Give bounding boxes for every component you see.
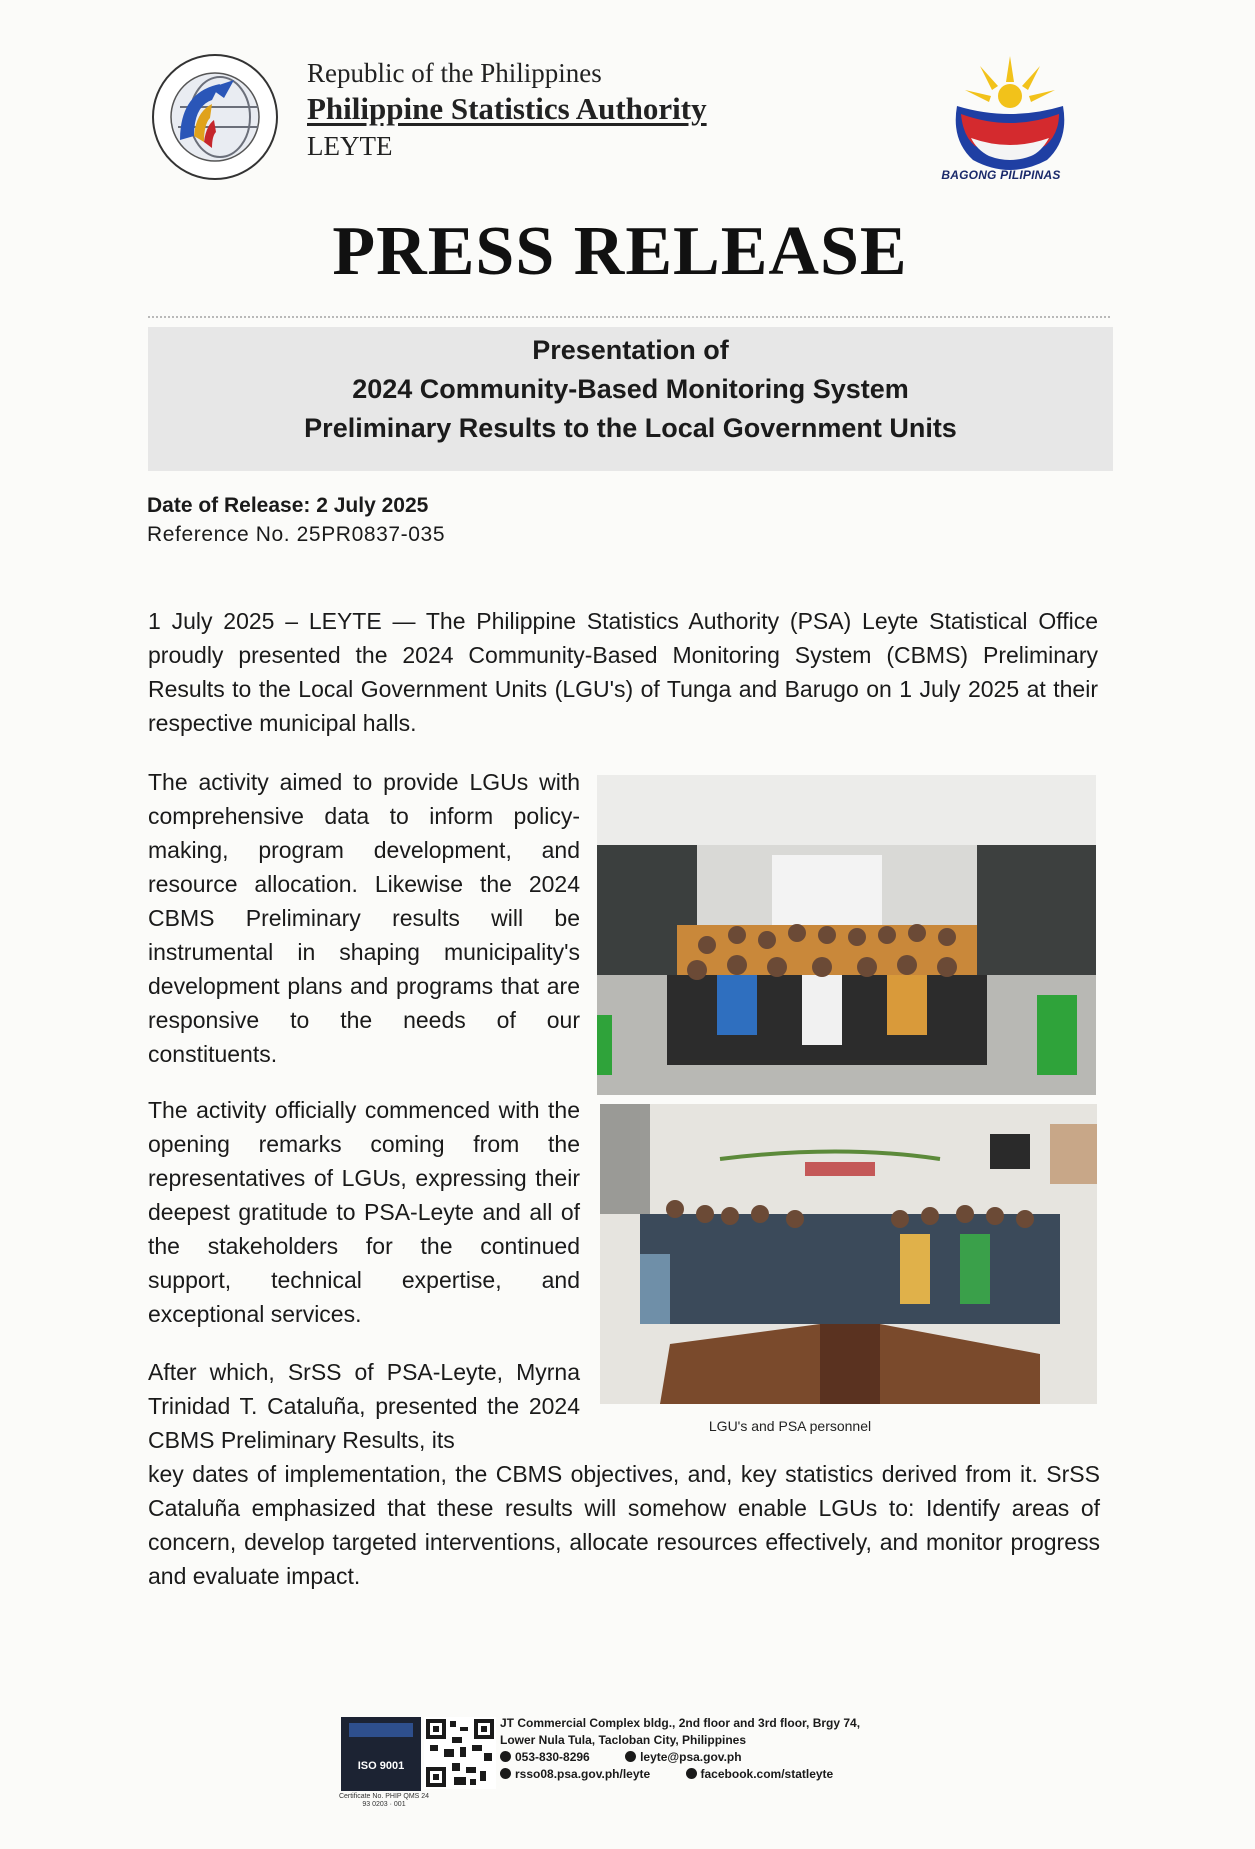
- address-line-1: JT Commercial Complex bldg., 2nd floor and 3rd floor, Brgy 74,: [500, 1716, 861, 1730]
- agency-header: [307, 56, 707, 164]
- release-meta: [147, 491, 445, 549]
- title-line-3: Preliminary Results to the Local Government Units: [304, 413, 957, 443]
- contact-row-1: [500, 1749, 865, 1766]
- iso-certificate-text: Certificate No. PHIP QMS 24 93 0203 · 001: [338, 1793, 430, 1808]
- group-photo-hall: [597, 775, 1096, 1095]
- paragraph-opening: The activity officially commenced with the opening remarks coming from the representatives of LGUs, expressing their deepest gratitude to PSA-Leyte and all of the stakeholders for the continued support, technical expertise, and exceptional services.: [148, 1097, 580, 1327]
- paragraph-intro: 1 July 2025 – LEYTE — The Philippine Statistics Authority (PSA) Leyte Statistical Office proudly presented the 2024 Community-Based Monitoring System (CBMS) Preliminary Results to the Local Government Units (LGU's) of Tunga and Barugo on 1 July 2025 at their respective municipal halls.: [148, 608, 1098, 736]
- psa-logo: [150, 52, 280, 182]
- paragraph-presentation-start: After which, SrSS of PSA-Leyte, Myrna Trinidad T. Cataluña, presented the 2024 CBMS Preliminary Results, its: [148, 1359, 580, 1453]
- phone-icon: [500, 1751, 511, 1762]
- contact-row-2: [500, 1766, 865, 1783]
- title-line-2: 2024 Community-Based Monitoring System: [352, 374, 909, 404]
- facebook-icon: [686, 1768, 697, 1779]
- email-icon: [625, 1751, 636, 1762]
- group-photo-conference-room: [600, 1104, 1097, 1404]
- iso-certification-badge: [341, 1717, 421, 1791]
- agency-name: Philippine Statistics Authority: [307, 91, 707, 126]
- republic-line: Republic of the Philippines: [307, 58, 602, 88]
- release-date: Date of Release: 2 July 2025: [147, 494, 429, 517]
- globe-icon: [500, 1768, 511, 1779]
- photo-caption: LGU's and PSA personnel: [708, 1418, 872, 1434]
- iso-label: ISO 9001: [357, 1760, 405, 1772]
- facebook-link[interactable]: facebook.com/statleyte: [700, 1767, 834, 1781]
- release-title-box: [148, 327, 1113, 471]
- divider: [148, 316, 1110, 318]
- address-line-2: Lower Nula Tula, Tacloban City, Philippines: [500, 1733, 747, 1747]
- qr-code[interactable]: [424, 1717, 496, 1789]
- email-address[interactable]: leyte@psa.gov.ph: [640, 1750, 742, 1764]
- website-link[interactable]: rsso08.psa.gov.ph/leyte: [515, 1767, 651, 1781]
- iso-badge-header: [349, 1723, 413, 1737]
- phone-number[interactable]: 053-830-8296: [515, 1750, 590, 1764]
- contact-info: [500, 1715, 865, 1783]
- bagong-pilipinas-logo: [935, 48, 1085, 188]
- title-line-1: Presentation of: [532, 335, 729, 365]
- paragraph-aim: The activity aimed to provide LGUs with comprehensive data to inform policy-making, program development, and resource allocation. Likewise the 2024 CBMS Preliminary results will be instrumental in shaping municipality's development plans and programs that are responsive to the needs of our constituents.: [148, 769, 580, 1067]
- reference-number: Reference No. 25PR0837-035: [147, 523, 446, 546]
- office-name: LEYTE: [307, 131, 393, 161]
- paragraph-presentation-end: key dates of implementation, the CBMS objectives, and, key statistics derived from it. SrSS Cataluña emphasized that these results will somehow enable LGUs to: Identify areas of concern, develop targeted interventions, allocate resources effectively, and monitor progress and evaluate impact.: [148, 1461, 1100, 1589]
- bagong-pilipinas-caption: BAGONG PILIPINAS: [941, 168, 1061, 182]
- press-release-heading: PRESS RELEASE: [332, 213, 908, 290]
